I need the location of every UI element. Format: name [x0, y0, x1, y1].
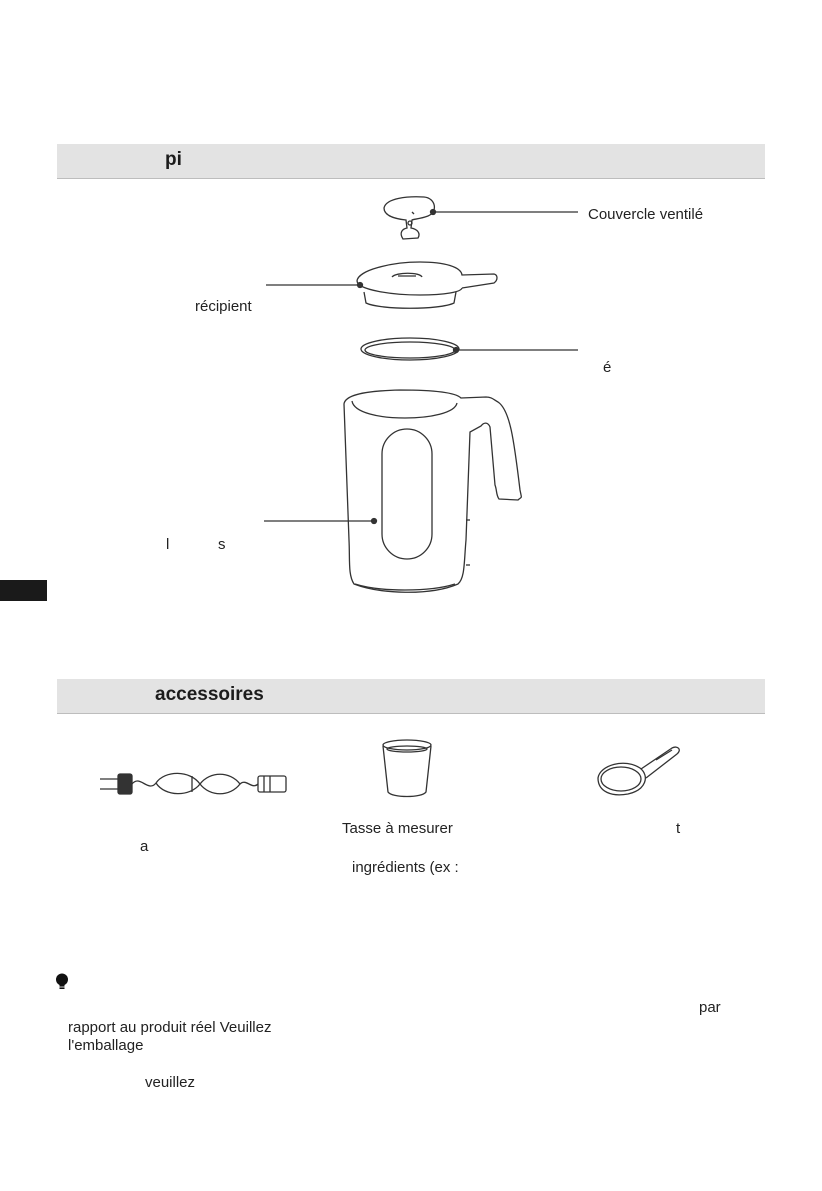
container-label: récipient	[195, 298, 252, 315]
seal-label: é	[603, 359, 612, 376]
power-cable-label: a	[140, 838, 149, 855]
measuring-spoon-label: t	[676, 820, 681, 837]
vented-lid-label: Couvercle ventilé	[588, 206, 704, 223]
measuring-cup-note: ingrédients (ex :	[352, 859, 459, 876]
note-line3: l'emballage	[68, 1037, 144, 1054]
lightbulb-icon	[55, 973, 69, 996]
accessories-section-title: accessoires	[155, 684, 264, 705]
note-line4: veuillez	[145, 1074, 196, 1091]
measuring-spoon-drawing	[598, 747, 679, 795]
body-label-fragment-l: l	[166, 536, 170, 553]
measuring-cup-drawing	[383, 740, 431, 797]
parts-section-title: pi	[165, 149, 182, 170]
measuring-cup-label: Tasse à mesurer	[342, 820, 453, 837]
note-line1-end: par	[699, 999, 721, 1016]
body-label-fragment-s: s	[218, 536, 226, 553]
power-cable-drawing	[100, 773, 286, 794]
note-line2: rapport au produit réel Veuillez	[68, 1019, 272, 1036]
